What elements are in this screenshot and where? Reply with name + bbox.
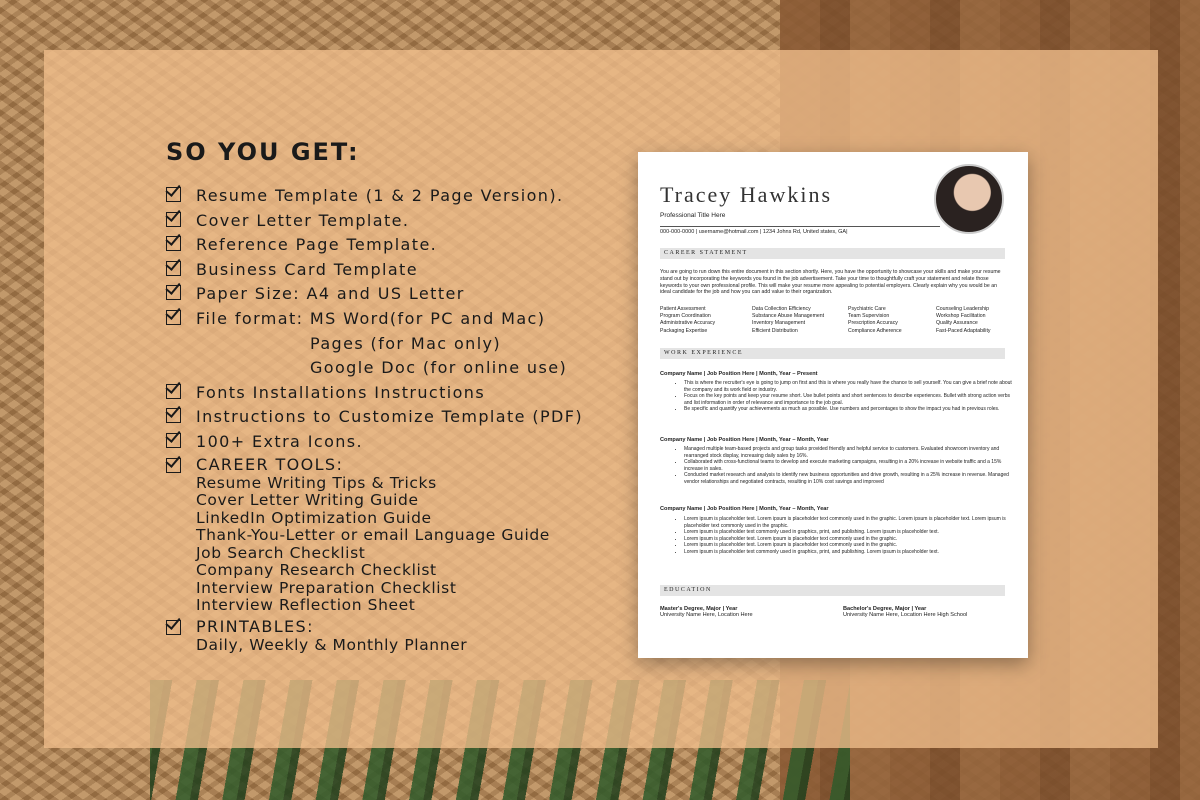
career-statement: You are going to run down this entire document in this section shortly. Here, you have the opportunity to showcase your skills and make your resume stand out by incorporating the keywords you found in the job advertisement. Take your time to thoughtfully craft your statement and relate those keywords to your own professional profile. This will make your resume more appealing to potential employers. Clearly explain why you would be an ideal candidate for the job and how you can add value to their organization. [660,269,1001,296]
list-item: Paper Size: A4 and US Letter [166,282,606,307]
tool-item: Resume Writing Tips & Tricks [196,473,437,492]
checkbox-icon [166,187,181,202]
list-item: Pages (for Mac only) [310,333,502,353]
list-item: PRINTABLES: [166,617,606,637]
tool-item: Interview Reflection Sheet [196,596,416,615]
checkbox-icon [166,620,181,635]
job-bullets: • This is where the recruiter's eye is going to jump on first and this is where you really have the chance to sell yourself. You can give a brief note about the company and its work field or industry. • Focus on the key points and keep your resume short. Use bullet points and short sentences to describe experiences. Bullet with strong action verbs and list information in order of relevance and importance to the job goal. • Be specific and quantify your achievements as much as possible. Use numbers and percentages to show the impact you had in previous roles. [676,380,1012,413]
tool-item: Thank-You-Letter or email Language Guide [196,526,550,545]
checkbox-icon [166,384,181,399]
job-bullets: • Lorem ipsum is placeholder text. Lorem ipsum is placeholder text commonly used in the graphic. Lorem ipsum is placeholder text. Lorem ipsum is placeholder text commonly used in the graphic. • Lorem ipsum is placeholder text commonly used in graphics, print, and publishing. Lorem ipsum is placeholder text. • Lorem ipsum is placeholder text. Lorem ipsum is placeholder text commonly used in the graphic. • Lorem ipsum is placeholder text. Lorem ipsum is placeholder text commonly used in the graphic. • Lorem ipsum is placeholder text commonly used in graphics, print, and publishing. Lorem ipsum is placeholder text. [676,516,1012,556]
checkbox-icon [166,433,181,448]
list-item: CAREER TOOLS: [166,455,606,475]
tool-item: LinkedIn Optimization Guide [196,508,432,527]
education-entry: Master's Degree, Major | Year University Name Here, Location Here [660,606,753,618]
education-entry: Bachelor's Degree, Major | Year University Name Here, Location Here High School [843,606,968,618]
list-item: Cover Letter Template. [166,209,606,234]
checkbox-icon [166,408,181,423]
tool-item: Cover Letter Writing Guide [196,491,419,510]
resume-preview [638,152,1028,658]
divider [660,226,940,227]
checkbox-icon [166,212,181,227]
list-item: Fonts Installations Instructions [166,381,606,406]
job-title: Company Name | Job Position Here | Month, Year – Month, Year [660,506,829,512]
features-list [166,184,606,654]
section-header: EDUCATION [660,585,1005,596]
printables-sub: Daily, Weekly & Monthly Planner [196,635,468,654]
list-item: Instructions to Customize Template (PDF) [166,405,606,430]
checkbox-icon [166,310,181,325]
job-title: Company Name | Job Position Here | Month, Year – Present [660,371,818,377]
checkbox-icon [166,236,181,251]
job-bullets: • Managed multiple team-based projects and group tasks provided friendly and helpful service to customers. Evaluated showroom inventory and rearranged stock display, increasing daily sales by 16%. • Collaborated with cross-functional teams to develop and execute marketing campaigns, resulting in a 20% increase in website traffic and a 15% increase in sales. • Conducted market research and analysis to identify new business opportunities and drive growth, resulting in a 25% increase in revenue. Managed vendor relationships and negotiated contracts, resulting in 10% cost savings and improved [676,446,1012,486]
resume-name: Tracey Hawkins [660,182,832,207]
heading-so-you-get: SO YOU GET: [166,138,360,166]
tool-item: Interview Preparation Checklist [196,578,457,597]
checkbox-icon [166,285,181,300]
section-header: CAREER STATEMENT [660,248,1005,259]
profile-photo [934,164,1004,234]
list-item: Reference Page Template. [166,233,606,258]
list-item: Business Card Template [166,258,606,283]
list-item: Resume Template (1 & 2 Page Version). [166,184,606,209]
checkbox-icon [166,261,181,276]
job-title: Company Name | Job Position Here | Month, Year – Month, Year [660,437,829,443]
tool-item: Company Research Checklist [196,561,437,580]
list-item: Google Doc (for online use) [310,358,568,378]
tool-item: Job Search Checklist [196,543,366,562]
resume-contact: 000-000-0000 | username@hotmail.com | 1234 Johns Rd, United states, GA| [660,229,848,235]
list-item: File format: MS Word(for PC and Mac) [166,307,606,332]
resume-title: Professional Title Here [660,212,726,219]
skills-grid: Patient Assessment Data Collection Efficiency Psychiatric Care Counseling Leadership Program Coordination Substance Abuse Management Team Supervision Workshop Facilitation Administrative Accuracy Inventory Management Prescription Accuracy Quality Assurance Packaging Expertise Efficient Distribution Compliance Adherence Fast-Paced Adaptability [660,306,991,334]
list-item: 100+ Extra Icons. [166,430,606,455]
checkbox-icon [166,458,181,473]
section-header: WORK EXPERIENCE [660,348,1005,359]
